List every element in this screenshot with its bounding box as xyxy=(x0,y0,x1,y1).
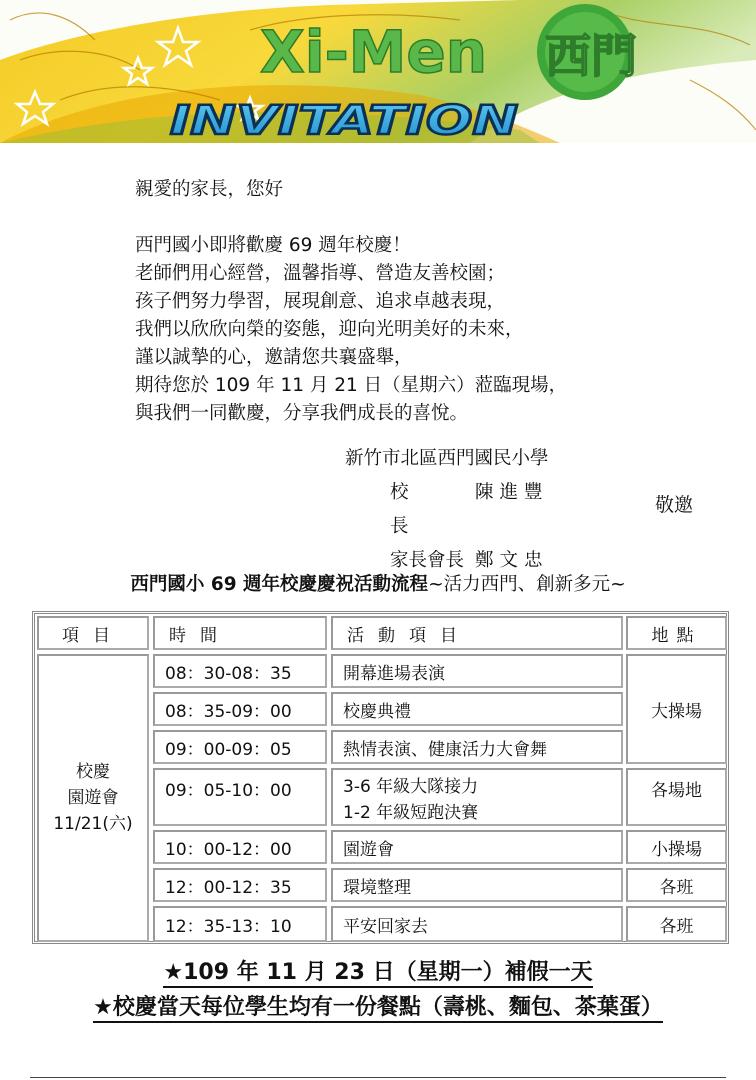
note-meal xyxy=(0,990,756,1021)
activity-line: 3-6 年級大隊接力 xyxy=(343,777,479,797)
table-row-time: 09：05-10：00 xyxy=(153,768,327,826)
table-header-time: 時間 xyxy=(153,616,327,650)
banner-subtitle: INVITATION xyxy=(170,98,518,143)
event-date: 11/21(六) xyxy=(53,814,133,834)
table-row-activity: 熱情表演、健康活力大會舞 xyxy=(331,730,623,764)
event-name-cell xyxy=(37,654,149,942)
school-name: 新竹市北區西門國民小學 xyxy=(345,448,549,469)
banner-artwork xyxy=(0,0,756,143)
table-row-activity: 開幕進場表演 xyxy=(331,654,623,688)
letter-line: 與我們一同歡慶，分享我們成長的喜悅。 xyxy=(135,403,469,424)
table-row-activity: 校慶典禮 xyxy=(331,692,623,726)
table-row-time: 08：35-09：00 xyxy=(153,692,327,726)
letter-line: 西門國小即將歡慶 69 週年校慶！ xyxy=(135,235,411,256)
table-row-time: 10：00-12：00 xyxy=(153,830,327,864)
note-text: ★109 年 11 月 23 日（星期一）補假一天 xyxy=(163,960,592,988)
table-row-time: 09：00-09：05 xyxy=(153,730,327,764)
closing-salutation: 敬邀 xyxy=(655,494,694,516)
letter-line: 我們以欣欣向榮的姿態，迎向光明美好的未來， xyxy=(135,319,524,340)
event-name-line: 園遊會 xyxy=(67,788,119,808)
signature-block xyxy=(345,442,549,578)
note-text: ★校慶當天每位學生均有一份餐點（壽桃、麵包、茶葉蛋） xyxy=(93,995,663,1023)
letter-line: 期待您於 109 年 11 月 21 日（星期六）蒞臨現場， xyxy=(135,375,568,396)
invitation-banner xyxy=(0,0,756,143)
table-row-time: 12：35-13：10 xyxy=(153,906,327,942)
signer-role: 家長會長 xyxy=(390,550,465,571)
event-name-line: 校慶 xyxy=(76,762,110,782)
letter-line: 孩子們努力學習，展現創意、追求卓越表現， xyxy=(135,291,506,312)
footer-divider xyxy=(30,1077,726,1078)
table-header-location: 地點 xyxy=(626,616,727,650)
table-row-time: 08：30-08：35 xyxy=(153,654,327,688)
signer-name: 鄭文忠 xyxy=(475,550,549,571)
table-location: 各場地 xyxy=(626,768,727,826)
table-header-activity: 活動項目 xyxy=(331,616,623,650)
table-location: 各班 xyxy=(626,868,727,902)
schedule-table xyxy=(32,611,729,944)
activity-line: 1-2 年級短跑決賽 xyxy=(343,803,479,823)
table-header-item: 項目 xyxy=(37,616,149,650)
table-row-activity: 平安回家去 xyxy=(331,906,623,942)
table-row-activity xyxy=(331,768,623,826)
invitation-letter xyxy=(135,176,567,428)
schedule-title-sub: ~活力西門、創新多元~ xyxy=(428,574,626,595)
banner-title-latin: Xi-Men xyxy=(260,18,488,86)
letter-greeting: 親愛的家長，您好 xyxy=(135,179,284,200)
table-location: 各班 xyxy=(626,906,727,942)
table-row-time: 12：00-12：35 xyxy=(153,868,327,902)
schedule-title xyxy=(0,570,756,596)
signer-principal xyxy=(345,476,549,544)
note-makeup-holiday xyxy=(0,955,756,986)
schedule-title-main: 西門國小 69 週年校慶慶祝活動流程 xyxy=(130,574,429,595)
table-location: 小操場 xyxy=(626,830,727,864)
signer-role: 校長 xyxy=(390,482,439,537)
letter-line: 謹以誠摯的心，邀請您共襄盛舉， xyxy=(135,347,413,368)
table-row-activity: 園遊會 xyxy=(331,830,623,864)
letter-line: 老師們用心經營，溫馨指導、營造友善校園； xyxy=(135,263,506,284)
table-row-activity: 環境整理 xyxy=(331,868,623,902)
banner-title-chinese: 西門 xyxy=(545,29,637,83)
signer-name: 陳進豐 xyxy=(475,482,549,503)
table-location-main-field: 大操場 xyxy=(626,654,727,764)
